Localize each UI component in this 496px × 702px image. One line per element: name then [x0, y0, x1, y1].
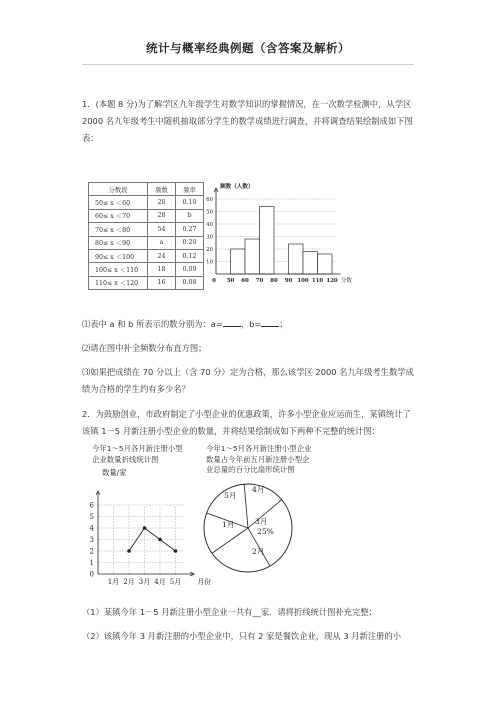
answer-blank-b: [261, 317, 279, 327]
histogram-bar: [260, 207, 275, 275]
table-cell: 80≤ x ＜90: [89, 236, 148, 249]
table-cell: 20: [148, 196, 176, 209]
pie-chart-caption: 今年1～5月各月新注册小型企业数量占今年前五月新注册小型企业总量的百分比扇形统计图: [206, 444, 312, 474]
answer-blank-a: [223, 317, 241, 327]
line-chart-x-tick: 3月: [138, 578, 151, 586]
histogram-bar: [245, 239, 260, 274]
table-cell: 0.12: [176, 249, 204, 262]
histogram-x-tick: 110: [311, 278, 324, 284]
table-header-row: [89, 183, 204, 196]
line-chart-y-tick: 3: [89, 536, 94, 544]
table-cell: b: [176, 209, 204, 222]
table-cell: 18: [148, 263, 176, 276]
line-chart-caption: 今年1～5月各月新注册小型企业数量折线统计图: [92, 444, 183, 464]
line-chart-y-tick: 4: [89, 524, 94, 533]
line-chart-x-tick: 4月: [154, 578, 166, 586]
line-chart-x-tick: 5月: [169, 578, 182, 586]
q1-sub1-text-a: ⑴表中 a 和 b 所表示的数分别为：a=: [82, 319, 223, 329]
line-chart-y-tick: 1: [89, 559, 94, 567]
table-cell: 16: [148, 276, 176, 289]
pie-slice-label: 5月: [224, 491, 237, 500]
line-chart-y-tick: 5: [89, 513, 94, 521]
histogram-x-tick: 70: [255, 278, 264, 284]
table-cell: 60≤ x ＜70: [89, 209, 148, 222]
line-chart-y-tick: 0: [89, 570, 94, 579]
histogram-y-label: 频数（人数）: [220, 184, 254, 190]
line-chart-y-label: 数量/家: [102, 468, 127, 477]
histogram-x-tick: 50: [226, 278, 235, 284]
table-row: [89, 263, 204, 276]
histogram-bar: [318, 254, 333, 274]
line-chart-y-tick: 2: [89, 547, 94, 556]
q1-sub2: ⑵请在图中补全频数分布直方图；: [82, 343, 207, 353]
pie-slice-label: 2月: [252, 547, 265, 556]
histogram-x-tick: 80: [270, 278, 278, 284]
table-cell: 0.09: [176, 263, 204, 276]
histogram-x-tick: 100: [297, 278, 309, 284]
table-cell: 54: [148, 223, 176, 236]
q1-sub1-text-c: ；: [279, 319, 288, 329]
pie-slice-label: 4月: [252, 485, 265, 494]
table-row: [89, 276, 204, 289]
table-header: 分数段: [89, 183, 148, 196]
table-cell: 0.10: [176, 196, 204, 209]
histogram-y-tick: 10: [206, 259, 213, 266]
frequency-table: [88, 182, 204, 290]
histogram-x-label: 分数: [341, 278, 352, 284]
table-header: 频率: [176, 183, 204, 196]
frequency-histogram: [200, 180, 360, 292]
table-cell: 24: [148, 249, 176, 262]
title-divider: [82, 64, 414, 65]
line-chart-point: [143, 526, 147, 530]
table-cell: 110≤ x ＜120: [89, 276, 148, 289]
histogram-x-tick: 60: [241, 278, 249, 284]
table-row: [89, 249, 204, 262]
histogram-y-tick: 60: [206, 197, 213, 203]
page-title: 统计与概率经典例题（含答案及解析）: [146, 41, 350, 55]
table-header: 频数: [148, 183, 176, 196]
table-cell: 70≤ x ＜80: [89, 223, 148, 236]
table-row: [89, 196, 204, 209]
q1-sub1-text-b: ，b=: [240, 319, 262, 329]
line-chart-y-tick: 6: [89, 501, 94, 510]
histogram-x-tick: 120: [326, 278, 338, 284]
q2-intro: 2．为鼓励创业，市政府制定了小型企业的优惠政策，许多小型企业应运而生，某镇统计了该镇 1－5 月新注册小型企业的数量，并将结果绘制成如下两种不完整的统计图：: [82, 409, 411, 436]
q2-sub1: （1）某镇今年 1－5 月新注册小型企业一共有__家．请将折线统计图补充完整；: [82, 607, 377, 617]
pie-percent-label: 25%: [257, 527, 274, 536]
table-cell: 0.27: [176, 223, 204, 236]
q2-sub2: （2）该镇今年 3 月新注册的小型企业中，只有 2 家是餐饮企业，现从 3 月新注册的小: [82, 631, 402, 641]
histogram-x-tick: 0: [212, 278, 216, 284]
histogram-bar: [231, 249, 246, 274]
enterprise-pie-chart: [200, 480, 300, 580]
table-row: [89, 223, 204, 236]
histogram-y-tick: 50: [206, 209, 213, 216]
line-chart-x-tick: 2月: [123, 578, 135, 586]
histogram-x-tick: 90: [284, 278, 293, 284]
frequency-table-wrap: [88, 182, 204, 290]
histogram-y-tick: 40: [206, 222, 213, 228]
pie-slice-label: 1月: [222, 520, 235, 529]
table-cell: 90≤ x ＜100: [89, 249, 148, 262]
table-cell: 28: [148, 209, 176, 222]
table-cell: 100≤ x ＜110: [89, 263, 148, 276]
table-cell: 0.20: [176, 236, 204, 249]
histogram-y-tick: 30: [206, 234, 213, 241]
q1-intro: 1．(本题 8 分)为了解学区九年级学生对数学知识的掌握情况，在一次数学检测中，从学区 2000 名九年级考生中随机抽取部分学生的数学成绩进行调查，并将调查结果绘制成如下图表：: [82, 99, 413, 143]
histogram-y-tick: 20: [206, 247, 213, 253]
table-cell: 0.08: [176, 276, 204, 289]
table-cell: 50≤ x ＜60: [89, 196, 148, 209]
histogram-bar: [289, 244, 304, 274]
line-chart-point: [127, 549, 131, 553]
line-chart-point: [158, 538, 162, 542]
q1-sub1: [82, 316, 418, 333]
pie-slice-label: 3月: [255, 517, 268, 526]
line-chart-point: [174, 549, 178, 553]
line-chart-x-label: 月份: [197, 578, 212, 586]
table-row: [89, 209, 204, 222]
table-cell: a: [148, 236, 176, 249]
q1-sub3: ⑶如果把成绩在 70 分以上（含 70 分）定为合格，那么该学区 2000 名九年级考生数学成绩为合格的学生约有多少名？: [82, 367, 414, 394]
table-row: [89, 236, 204, 249]
histogram-bar: [303, 252, 318, 275]
line-chart-x-tick: 1月: [107, 578, 120, 586]
